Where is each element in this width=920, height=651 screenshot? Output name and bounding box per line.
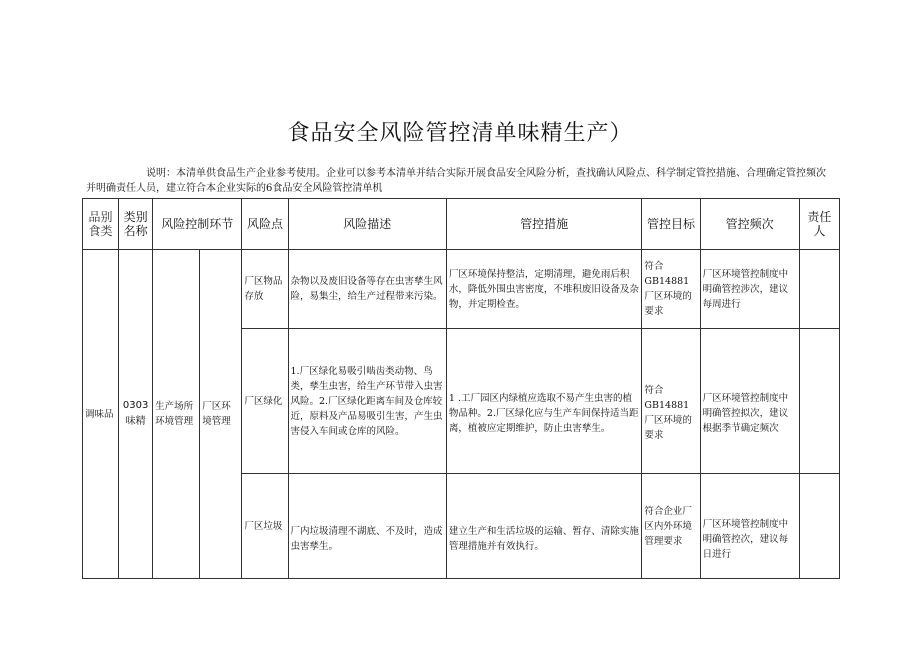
table-row <box>83 250 840 329</box>
owner-cell <box>799 474 839 579</box>
header-control-measures: 管控措施 <box>446 199 642 250</box>
header-owner: 责任人 <box>799 199 839 250</box>
control-link-1: 生产场所环境管理 <box>153 250 200 579</box>
control-measures-cell: 1 .工厂园区内绿植应选取不易产生虫害的植物品种。2.厂区绿化应与生产车间保持适当距离，植被应定期维护，防止虫害孳生。 <box>446 329 642 474</box>
type-cell <box>119 250 153 579</box>
category-cell: 调味品 <box>83 250 119 579</box>
control-target-cell: 符合GB14881厂区环境的要求 <box>642 329 700 474</box>
header-risk-description: 风险描述 <box>288 199 446 250</box>
page-title: 食品安全风险管控清单味精生产） <box>287 121 633 146</box>
control-measures-cell: 厂区环境保持整洁，定期清理，避免雨后积水，降低外围虫害密度，不堆积废旧设备及杂物，并定期检查。 <box>446 250 642 329</box>
risk-control-table <box>82 198 840 579</box>
owner-cell <box>799 329 839 474</box>
header-type-name: 类别名称 <box>119 199 153 250</box>
risk-point-cell: 厂区垃圾 <box>242 474 288 579</box>
header-control-target: 管控目标 <box>642 199 700 250</box>
risk-description-cell: 厂内垃圾清理不湖底、不及时，造成虫害孳生。 <box>288 474 446 579</box>
header-category: 品别食类 <box>83 199 119 250</box>
owner-cell <box>799 250 839 329</box>
control-link-2: 厂区环境管理 <box>200 250 242 579</box>
risk-description-cell: 杂物以及废旧设备等存在虫害孳生风险，易集尘，给生产过程带来污染。 <box>288 250 446 329</box>
risk-point-cell: 厂区绿化 <box>242 329 288 474</box>
control-frequency-cell: 厂区环境管控制度中明确管控次，建议每日进行 <box>700 474 799 579</box>
table-header-row <box>83 199 840 250</box>
type-code: 0303 <box>122 400 149 411</box>
header-control-link: 风险控制环节 <box>153 199 242 250</box>
control-frequency-cell: 厂区环境管控制度中明确管控拟次，建议根据季节确定频次 <box>700 329 799 474</box>
description-note: 说明：本清单供食品生产企业参考使用。企业可以参考本清单并结合实际开展食品安全风险分析，查找确认风险点、科学制定管控措施、合理确定管控频次并明确责任人员，建立符合本企业实际的6食品安全风险管控清单机 <box>86 168 826 194</box>
control-frequency-cell: 厂区环境管控制度中明确管控涉次，建议每周进行 <box>700 250 799 329</box>
control-target-cell: 符合企业厂区内外环境管理要求 <box>642 474 700 579</box>
header-control-frequency: 管控频次 <box>700 199 799 250</box>
risk-point-cell: 厂区物品存放 <box>242 250 288 329</box>
type-name: 味精 <box>125 416 146 427</box>
header-risk-point: 风险点 <box>242 199 288 250</box>
risk-description-cell: 1.厂区绿化易吸引啮齿类动物、鸟类，孳生虫害，给生产环节带入虫害风险。2.厂区绿化距离车间及仓库较近，原料及产品易吸引生害，产生虫害侵入车间或仓库的风险。 <box>288 329 446 474</box>
control-measures-cell: 建立生产和生活垃圾的运输、暂存、清除实施管理措施并有效执行。 <box>446 474 642 579</box>
control-target-cell: 符合GB14881厂区环境的要求 <box>642 250 700 329</box>
